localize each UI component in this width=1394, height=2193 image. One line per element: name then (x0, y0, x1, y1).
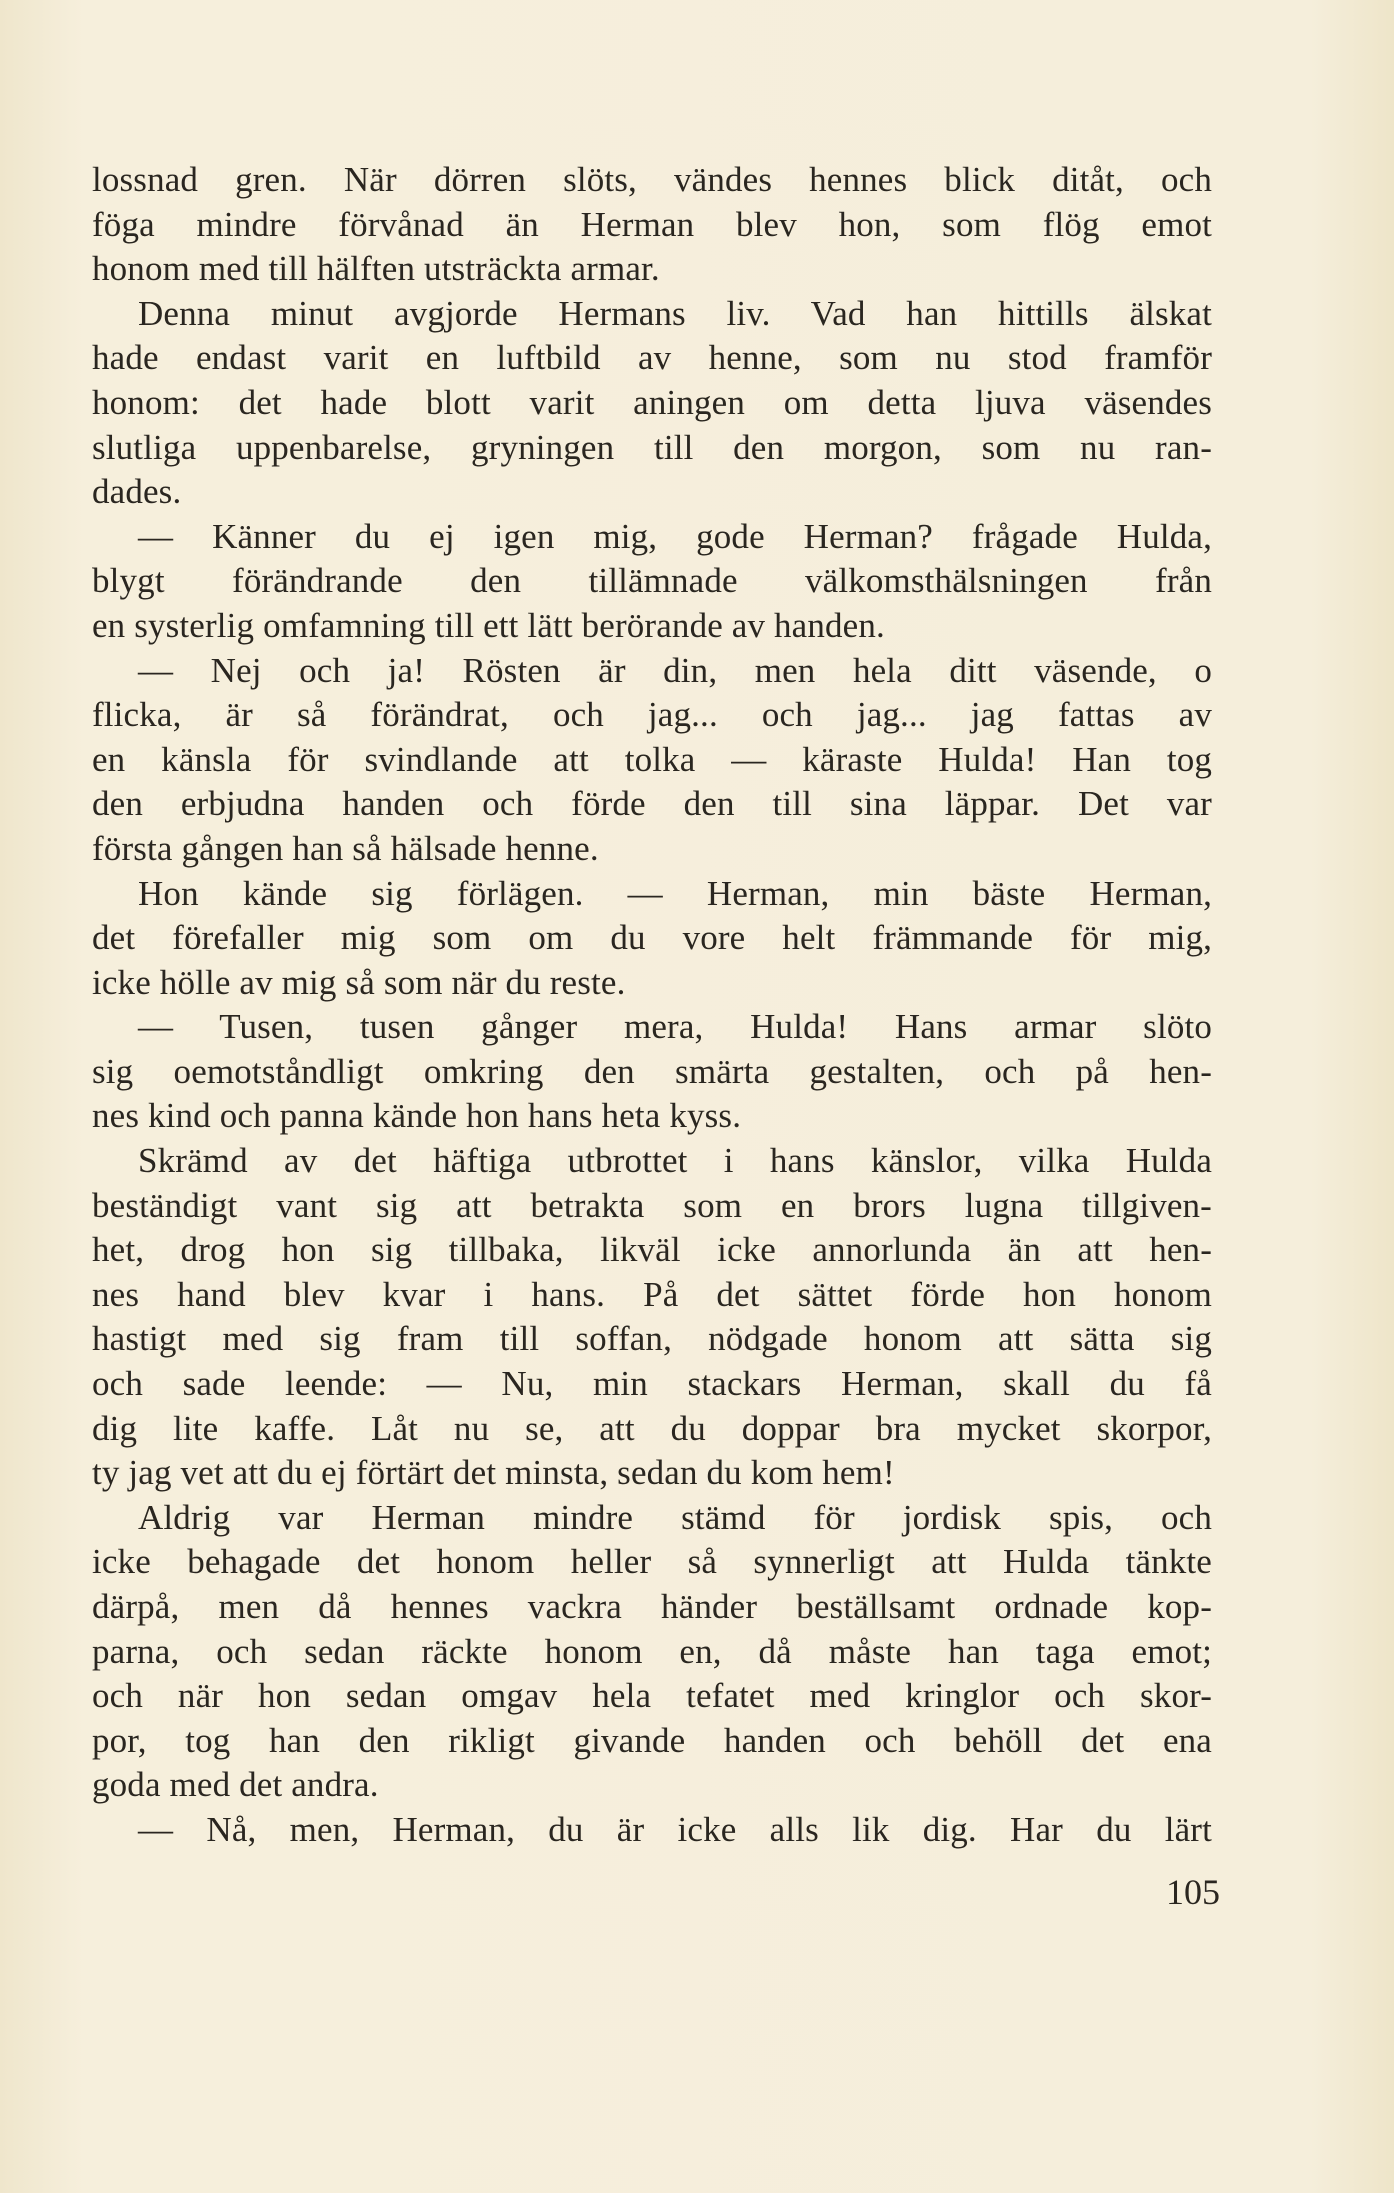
text-line: Hon kände sig förlägen. — Herman, min bäste Herman, (138, 873, 1212, 913)
text-line: honom med till hälften utsträckta armar. (92, 249, 660, 289)
text-line: en känsla för svindlande att tolka — käraste Hulda! Han tog (92, 739, 1212, 779)
text-line: det förefaller mig som om du vore helt främmande för mig, (92, 918, 1212, 958)
text-line: dig lite kaffe. Låt nu se, att du doppar bra mycket skorpor, (92, 1408, 1212, 1448)
text-line: — Nå, men, Herman, du är icke alls lik dig. Har du lärt (138, 1809, 1212, 1849)
text-line: — Tusen, tusen gånger mera, Hulda! Hans armar slöto (138, 1007, 1212, 1047)
text-line: Aldrig var Herman mindre stämd för jordisk spis, och (138, 1497, 1212, 1537)
text-line: första gången han så hälsade henne. (92, 828, 599, 868)
text-line: nes hand blev kvar i hans. På det sättet förde hon honom (92, 1274, 1212, 1314)
text-line: beständigt vant sig att betrakta som en brors lugna tillgiven- (92, 1185, 1212, 1225)
text-line: sig oemotståndligt omkring den smärta gestalten, och på hen- (92, 1051, 1212, 1091)
text-line: por, tog han den rikligt givande handen och behöll det ena (92, 1720, 1212, 1760)
text-line: den erbjudna handen och förde den till sina läppar. Det var (92, 784, 1212, 824)
text-line: hade endast varit en luftbild av henne, som nu stod framför (92, 338, 1212, 378)
text-line: därpå, men då hennes vackra händer beställsamt ordnade kop- (92, 1587, 1212, 1626)
text-line: hastigt med sig fram till soffan, nödgade honom att sätta sig (92, 1319, 1212, 1359)
text-line: icke behagade det honom heller så synnerligt att Hulda tänkte (92, 1542, 1212, 1582)
text-line: och sade leende: — Nu, min stackars Herman, skall du få (92, 1364, 1212, 1404)
body-text (92, 158, 1212, 1853)
text-line: goda med det andra. (92, 1765, 379, 1805)
text-line: Skrämd av det häftiga utbrottet i hans känslor, vilka Hulda (138, 1141, 1212, 1181)
text-line: flicka, är så förändrat, och jag... och jag... jag fattas av (92, 695, 1212, 735)
text-line: en systerlig omfamning till ett lätt berörande av handen. (92, 605, 885, 645)
text-line: — Känner du ej igen mig, gode Herman? frågade Hulda, (138, 516, 1212, 556)
text-line: dades. (92, 472, 182, 512)
text-line: lossnad gren. När dörren slöts, vändes hennes blick ditåt, och (92, 160, 1212, 199)
page-number: 105 (1166, 1872, 1220, 1912)
text-line: parna, och sedan räckte honom en, då måste han taga emot; (92, 1631, 1212, 1671)
text-line: Denna minut avgjorde Hermans liv. Vad han hittills älskat (138, 293, 1212, 333)
text-line: — Nej och ja! Rösten är din, men hela ditt väsende, o (138, 650, 1212, 690)
text-line: föga mindre förvånad än Herman blev hon, som flög emot (92, 204, 1212, 244)
text-line: honom: det hade blott varit aningen om detta ljuva väsendes (92, 382, 1212, 422)
text-line: och när hon sedan omgav hela tefatet med kringlor och skor- (92, 1676, 1212, 1716)
text-line: ty jag vet att du ej förtärt det minsta, sedan du kom hem! (92, 1453, 895, 1493)
text-line: het, drog hon sig tillbaka, likväl icke annorlunda än att hen- (92, 1230, 1212, 1270)
text-line: nes kind och panna kände hon hans heta kyss. (92, 1096, 742, 1136)
text-line: icke hölle av mig så som när du reste. (92, 962, 626, 1002)
text-line: blygt förändrande den tillämnade välkomsthälsningen från (92, 561, 1212, 601)
text-line: slutliga uppenbarelse, gryningen till den morgon, som nu ran- (92, 427, 1212, 467)
